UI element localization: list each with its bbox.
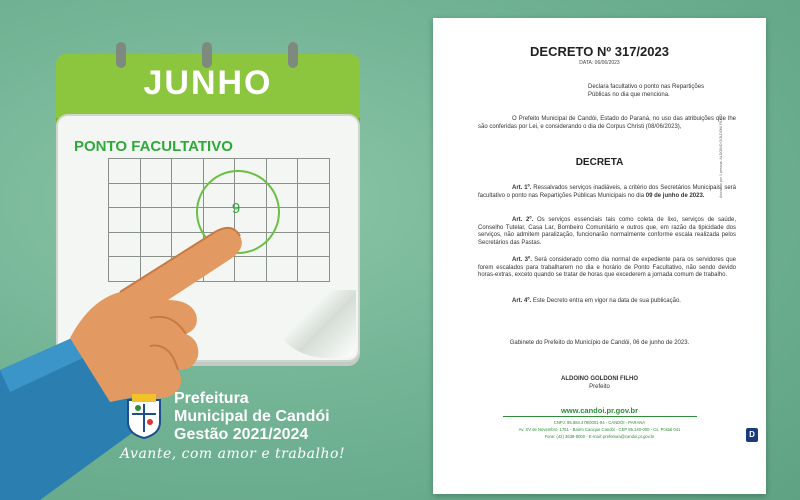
decree-article-1 (478, 185, 736, 200)
brand-name-line: Municipal de Candói (174, 408, 330, 425)
article-label: Art. 1º. (512, 185, 532, 191)
footer-divider (503, 416, 697, 417)
footer-cnpj: CNPJ: 95.684.478/0001-94 - CANDÓI - PARANÁ (553, 420, 646, 425)
decree-date: DATA: 06/06/2023 (579, 60, 620, 66)
signature-side-note: Assinado por 1 pessoa: ALDOINO GOLDONI FILHO (719, 114, 723, 198)
decree-sign-place: Gabinete do Prefeito do Município de Candói, 06 de junho de 2023. (509, 340, 690, 346)
decree-signer: ALDOINO GOLDONI FILHO (561, 376, 638, 382)
calendar-highlighted-day: 9 (231, 200, 241, 217)
footer-website: www.candoi.pr.gov.br (560, 406, 639, 415)
decree-title: DECRETO Nº 317/2023 (530, 44, 669, 59)
footer-contact: Fone: (42) 3638-8000 - E-mail: prefeitura@candoi.pr.gov.br (544, 434, 655, 439)
decree-article-2 (478, 217, 736, 247)
document-id-icon: D (746, 428, 758, 442)
article-text: Este Decreto entra em vigor na data de sua publicação. (532, 298, 681, 304)
article-date: 09 de junho de 2023. (645, 192, 705, 199)
decree-article-4 (478, 298, 736, 306)
article-text: Os serviços essenciais tais como coleta de lixo, serviços de saúde, Conselho Tutelar, Casa Lar, Bombeiro Comunitário e outros que, em razão da tipicidade dos serviços, não admitem paralização, funcionarão normalmente conforme escala realizada pelos Secretários das Pastas. (478, 217, 736, 246)
decree-signer-role: Prefeito (589, 384, 610, 390)
calendar-title: PONTO FACULTATIVO (74, 138, 233, 155)
decree-document (433, 18, 766, 494)
footer-address: Av. XV de Novembro, 1761 - Bairro Cacique Candói - CEP 85.140-000 - Cx. Postal 041 (518, 427, 681, 432)
brand-term-line: Gestão 2021/2024 (174, 426, 309, 443)
article-label: Art. 2º. (512, 217, 534, 223)
brand-slogan: Avante, com amor e trabalho! (120, 446, 346, 462)
decree-decreta-heading: DECRETA (575, 157, 624, 168)
calendar-month: JUNHO (143, 64, 273, 102)
article-label: Art. 3º. (512, 257, 532, 263)
article-text: Será considerado como dia normal de expediente para os servidores que forem escalados para trabalharem no dia e horário de Ponto Facultativo, não sendo devido horas-extras, exceto quando se tratar de horas que excederem a jornada comum de trabalho. (478, 257, 737, 279)
decree-article-3 (478, 257, 736, 280)
municipal-crest-icon (122, 392, 166, 440)
brand-name-line: Prefeitura (174, 390, 249, 407)
brand-name (174, 390, 404, 444)
decree-summary: Declara facultativo o ponto nas Repartições Públicas no dia que menciona. (588, 84, 705, 98)
article-label: Art. 4º. (512, 298, 532, 304)
article-text: Ressalvados serviços inadiáveis, a critério dos Secretários Municipais, será facultativo o ponto nas Repartições Públicas Municipais no dia (478, 185, 736, 199)
decree-preamble: O Prefeito Municipal de Candói, Estado do Paraná, no uso das atribuições que lhe são conferidas por Lei, e considerando o dia de Corpus Christi (08/06/2023), (478, 116, 736, 130)
